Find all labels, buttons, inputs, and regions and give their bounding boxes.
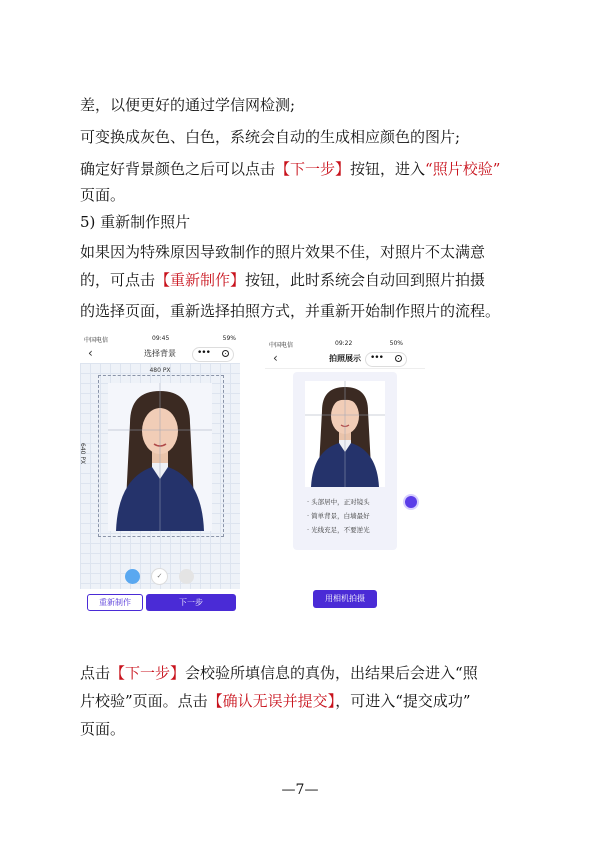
screenshot-select-background <box>80 333 240 613</box>
example-photo <box>305 381 385 487</box>
color-option-blue[interactable] <box>125 569 140 584</box>
clock: 09:22 <box>335 340 353 347</box>
screenshot-photo-display <box>265 338 425 613</box>
text-line-6 <box>80 271 485 289</box>
back-icon[interactable]: ‹ <box>88 346 93 360</box>
color-option-white[interactable]: ✓ <box>152 569 167 584</box>
text-line-9 <box>80 692 471 710</box>
text-run: 按钮，此时系统会自动回到照片拍摄 <box>245 271 486 289</box>
text-run: 按钮，进入 <box>350 160 426 178</box>
tips-list <box>307 495 370 537</box>
text-run: 确定好背景颜色之后可以点击 <box>80 160 276 178</box>
next-step-ref: 【下一步】 <box>110 664 186 682</box>
page-title: 选择背景 <box>144 349 176 358</box>
text-line-1: 差，以便更好的通过学信网检测; <box>80 96 296 114</box>
carrier: 中国电信 <box>84 337 109 344</box>
text-line-3 <box>80 160 500 178</box>
text-run: 会校验所填信息的真伪，出结果后会进入“照 <box>185 664 478 682</box>
page-number: —7— <box>281 782 319 798</box>
text-line-7: 的选择页面，重新选择拍照方式，并重新开始制作照片的流程。 <box>80 302 501 320</box>
more-icon[interactable]: ••• <box>197 348 210 358</box>
color-option-gray[interactable] <box>179 569 194 584</box>
mini-program-capsule[interactable] <box>365 352 407 367</box>
editor-canvas <box>80 363 240 589</box>
assistant-icon[interactable] <box>405 496 417 508</box>
back-icon[interactable]: ‹ <box>273 351 278 365</box>
photo-preview <box>108 383 212 531</box>
height-label: 640 PX <box>79 443 86 465</box>
text-run: 点击 <box>80 664 111 682</box>
photo-check-ref: “照片校验” <box>425 160 501 178</box>
status-bar <box>265 338 425 350</box>
battery: 50% <box>389 340 403 347</box>
next-step-ref: 【下一步】 <box>275 160 351 178</box>
carrier: 中国电信 <box>269 342 294 349</box>
mini-program-capsule[interactable] <box>192 347 234 362</box>
remake-button[interactable]: 重新制作 <box>87 594 143 611</box>
close-target-icon[interactable] <box>395 355 402 362</box>
portrait-image <box>305 381 385 487</box>
battery: 59% <box>222 335 236 342</box>
text-run: ，可进入“提交成功” <box>335 692 471 710</box>
section-heading: 5) 重新制作照片 <box>80 213 191 231</box>
next-step-button[interactable]: 下一步 <box>146 594 236 611</box>
text-run: 片校验”页面。点击 <box>80 692 208 710</box>
nav-bar <box>80 345 240 363</box>
example-card <box>293 372 397 550</box>
text-run: 的，可点击 <box>80 271 156 289</box>
text-line-4: 页面。 <box>80 186 126 204</box>
text-line-2: 可变换成灰色、白色，系统会自动的生成相应颜色的图片; <box>80 128 461 146</box>
confirm-submit-ref: 【确认无误并提交】 <box>207 692 336 710</box>
text-line-5: 如果因为特殊原因导致制作的照片效果不佳，对照片不太满意 <box>80 243 486 261</box>
tip-item: · 光线充足，不要逆光 <box>307 526 370 534</box>
camera-capture-button[interactable]: 用相机拍摄 <box>313 590 377 608</box>
width-label: 480 PX <box>149 367 171 374</box>
close-target-icon[interactable] <box>222 350 229 357</box>
portrait-image <box>108 383 212 531</box>
more-icon[interactable]: ••• <box>370 353 383 363</box>
tip-item: · 头部居中，正对镜头 <box>307 498 370 506</box>
tip-item: · 简单背景，白墙最好 <box>307 512 370 520</box>
text-line-8 <box>80 664 478 682</box>
status-bar <box>80 333 240 345</box>
remake-ref: 【重新制作】 <box>155 271 246 289</box>
nav-bar <box>265 350 425 369</box>
page-title: 拍照展示 <box>329 354 361 363</box>
text-line-10: 页面。 <box>80 720 126 738</box>
clock: 09:45 <box>152 335 170 342</box>
